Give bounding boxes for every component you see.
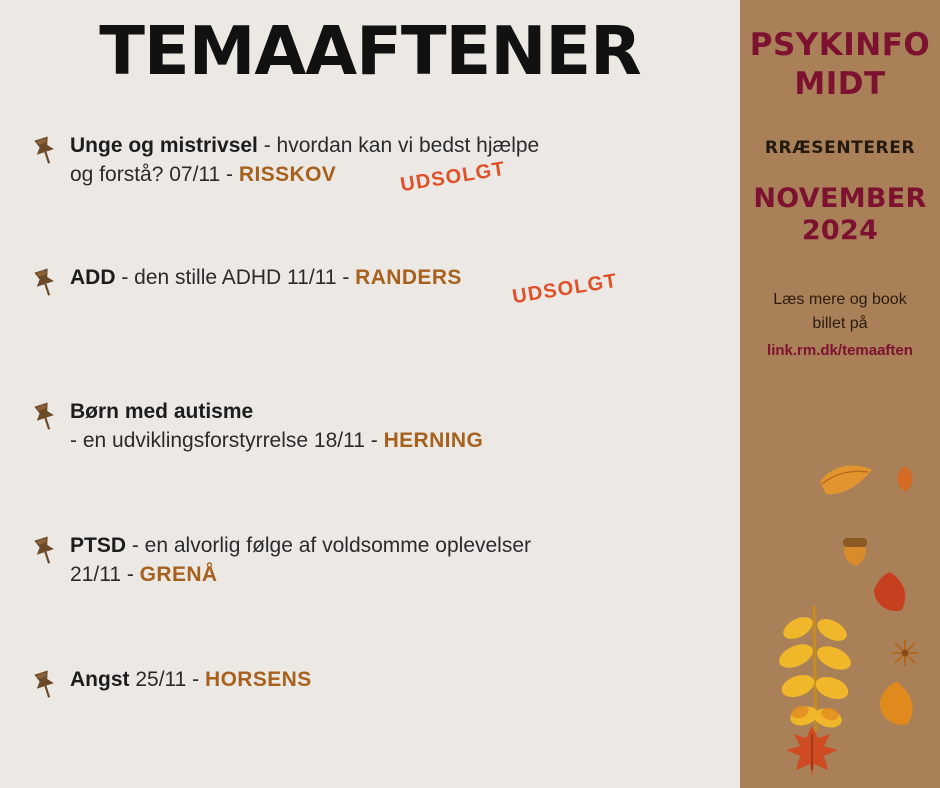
list-item[interactable] [22, 666, 740, 762]
booking-link[interactable]: link.rm.dk/temaaften [767, 341, 913, 359]
event-detail: - den stille ADHD 11/11 - [115, 266, 356, 290]
status-badge: UDSOLGT [398, 158, 508, 197]
maple-leaf-icon [784, 724, 840, 778]
seed-pod-icon [890, 638, 920, 668]
brand-line-1: PSYKINFO [749, 27, 931, 63]
pushpin-icon [28, 534, 62, 568]
event-line-1 [70, 532, 740, 561]
event-title: Børn med autisme [70, 400, 254, 424]
event-detail-2: og forstå? 07/11 - [70, 163, 239, 187]
event-line-1 [70, 132, 740, 161]
acorn-icon [838, 532, 872, 568]
event-title: ADD [70, 266, 116, 290]
leaf-icon [892, 464, 918, 494]
event-line-2 [70, 427, 740, 456]
list-item[interactable] [22, 532, 740, 628]
event-detail-2: 21/11 - [70, 563, 140, 587]
event-city: RISSKOV [238, 163, 337, 187]
list-item[interactable] [22, 132, 740, 228]
leaf-icon [874, 680, 920, 728]
event-detail: - en alvorlig følge af voldsomme oplevelser [126, 534, 532, 558]
autumn-leaves-decoration [740, 440, 940, 788]
events-list [0, 132, 740, 762]
pushpin-icon [28, 400, 62, 434]
compound-leaf-icon [770, 600, 856, 740]
status-badge: UDSOLGT [510, 270, 620, 309]
event-city: GRENÅ [139, 563, 218, 587]
brand-line-2: MIDT [794, 65, 886, 102]
booking-info [748, 288, 932, 363]
event-line-2 [70, 561, 740, 590]
brand-title [748, 26, 932, 104]
pushpin-icon [28, 266, 62, 300]
event-title: Angst [70, 668, 130, 692]
year-label: 2024 [801, 215, 879, 247]
event-detail: - hvordan kan vi bedst hjælpe [257, 134, 540, 158]
event-detail-2: - en udviklingsforstyrrelse 18/11 - [70, 429, 384, 453]
booking-line-1: Læs mere og book [773, 290, 907, 308]
list-item[interactable] [22, 264, 740, 360]
event-line-1 [70, 264, 740, 293]
event-detail: 25/11 - [129, 668, 205, 692]
leaf-icon [816, 460, 876, 504]
event-title: PTSD [70, 534, 127, 558]
event-title: Unge og mistrivsel [70, 134, 258, 158]
event-line-1 [70, 398, 740, 427]
event-city: HERNING [383, 429, 484, 453]
presents-label: RRÆSENTERER [764, 137, 916, 158]
event-city: RANDERS [355, 266, 462, 290]
sidebar [740, 0, 940, 788]
leaf-icon [868, 570, 912, 614]
event-line-1 [70, 666, 740, 695]
month-label: NOVEMBER [753, 182, 927, 214]
pushpin-icon [28, 668, 62, 702]
pushpin-icon [28, 134, 62, 168]
page-title: TEMAAFTENER [99, 12, 641, 90]
event-city: HORSENS [205, 668, 312, 692]
booking-line-2: billet på [812, 314, 868, 332]
list-item[interactable] [22, 398, 740, 494]
